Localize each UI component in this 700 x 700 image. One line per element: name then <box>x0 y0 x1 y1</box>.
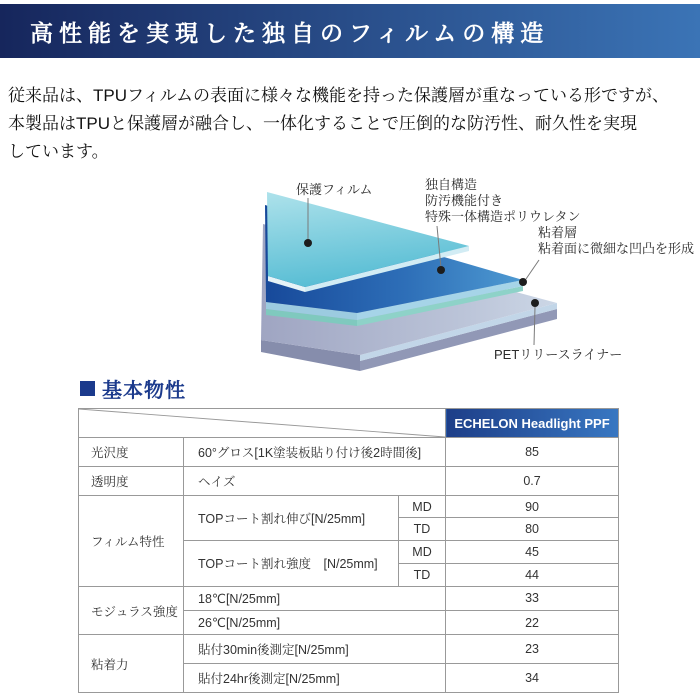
film-structure-diagram <box>222 175 700 375</box>
label-liner: PETリリースライナー <box>494 347 623 362</box>
value-cell: 90 <box>446 495 619 518</box>
film-layers-illustration <box>222 175 700 375</box>
table-row <box>79 409 619 438</box>
section-heading <box>80 374 186 403</box>
value-cell: 33 <box>446 586 619 610</box>
label-unique-structure-1: 独自構造 <box>425 177 478 192</box>
direction-cell: TD <box>399 518 446 541</box>
basic-properties-table <box>78 408 619 693</box>
title-banner <box>0 4 700 58</box>
page-title: 高性能を実現した独自のフィルムの構造 <box>30 20 550 46</box>
blue-square-bullet-icon <box>80 381 95 396</box>
value-cell: 23 <box>446 635 619 664</box>
label-unique-structure-3: 特殊一体構造ポリウレタン <box>425 209 581 224</box>
spec-cell: ヘイズ <box>184 466 446 495</box>
spec-cell: 貼付30min後測定[N/25mm] <box>184 635 446 664</box>
diagonal-line <box>79 409 445 437</box>
table-row <box>79 495 619 518</box>
direction-cell: MD <box>399 495 446 518</box>
value-cell: 22 <box>446 611 619 635</box>
table-row <box>79 586 619 610</box>
spec-cell: 貼付24hr後測定[N/25mm] <box>184 664 446 693</box>
value-cell: 0.7 <box>446 466 619 495</box>
leader-line-adhesive <box>526 260 539 279</box>
value-cell: 45 <box>446 541 619 564</box>
label-adhesive-2: 粘着面に微細な凹凸を形成 <box>538 241 695 256</box>
value-cell: 34 <box>446 664 619 693</box>
label-unique-structure-2: 防汚機能付き <box>425 193 504 208</box>
category-cell: モジュラス強度 <box>79 586 184 635</box>
spec-cell: 26℃[N/25mm] <box>184 611 446 635</box>
direction-cell: MD <box>399 541 446 564</box>
spec-cell: TOPコート割れ強度 [N/25mm] <box>184 541 399 587</box>
spec-cell: 18℃[N/25mm] <box>184 586 446 610</box>
label-adhesive-1: 粘着層 <box>538 225 578 240</box>
intro-paragraph <box>8 82 696 166</box>
intro-line: しています。 <box>8 142 109 161</box>
dot-liner <box>531 299 539 307</box>
category-cell: 光沢度 <box>79 438 184 467</box>
dot-adhesive <box>519 278 527 286</box>
direction-cell: TD <box>399 563 446 586</box>
value-cell: 44 <box>446 563 619 586</box>
intro-line: 従来品は、TPUフィルムの表面に様々な機能を持った保護層が重なっている形ですが、 <box>8 86 669 105</box>
spec-cell: 60°グロス[1K塗装板貼り付け後2時間後] <box>184 438 446 467</box>
table-corner-cell <box>79 409 446 438</box>
value-cell: 80 <box>446 518 619 541</box>
category-cell: 粘着力 <box>79 635 184 693</box>
category-cell: フィルム特性 <box>79 495 184 586</box>
table-row <box>79 438 619 467</box>
category-cell: 透明度 <box>79 466 184 495</box>
table-row <box>79 635 619 664</box>
table-row <box>79 466 619 495</box>
label-protective-film: 保護フィルム <box>296 182 373 197</box>
section-title: 基本物性 <box>102 380 186 402</box>
dot-protective-film <box>304 239 312 247</box>
intro-line: 本製品はTPUと保護層が融合し、一体化することで圧倒的な防汚性、耐久性を実現 <box>8 114 637 133</box>
spec-cell: TOPコート割れ伸び[N/25mm] <box>184 495 399 541</box>
product-column-header: ECHELON Headlight PPF <box>446 409 619 438</box>
dot-unique-structure <box>437 266 445 274</box>
value-cell: 85 <box>446 438 619 467</box>
